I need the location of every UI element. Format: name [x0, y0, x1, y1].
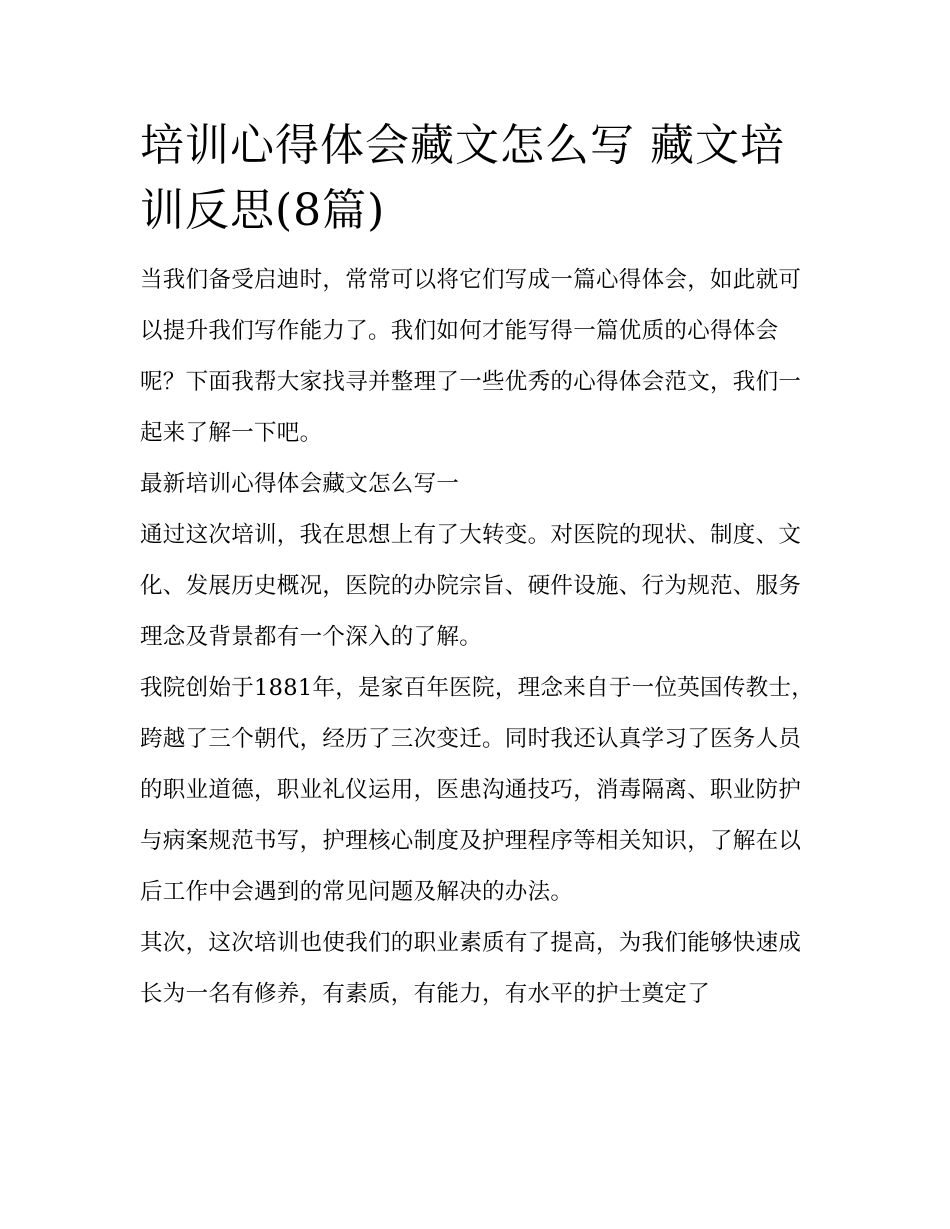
document-body — [140, 113, 815, 1020]
section-heading: 最新培训心得体会藏文怎么写一 — [140, 471, 460, 497]
body-paragraph: 我院创始于1881年，是家百年医院，理念来自于一位英国传教士，跨越了三个朝代，经历了三次变迁。同时我还认真学习了医务人员的职业道德，职业礼仪运用，医患沟通技巧，消毒隔离、职业防护与病案规范书写，护理核心制度及护理程序等相关知识，了解在以后工作中会遇到的常见问题及解决的办法。 — [140, 675, 815, 905]
document-title: 培训心得体会藏文怎么写 藏文培训反思(8篇) — [140, 120, 785, 236]
body-paragraph: 其次，这次培训也使我们的职业素质有了提高，为我们能够快速成长为一名有修养，有素质，有能力，有水平的护士奠定了 — [140, 930, 802, 1007]
body-paragraph: 通过这次培训，我在思想上有了大转变。对医院的现状、制度、文化、发展历史概况，医院的办院宗旨、硬件设施、行为规范、服务理念及背景都有一个深入的了解。 — [140, 522, 802, 650]
intro-paragraph: 当我们备受启迪时，常常可以将它们写成一篇心得体会，如此就可以提升我们写作能力了。我们如何才能写得一篇优质的心得体会呢？下面我帮大家找寻并整理了一些优秀的心得体会范文，我们一起来了解一下吧。 — [140, 267, 802, 446]
